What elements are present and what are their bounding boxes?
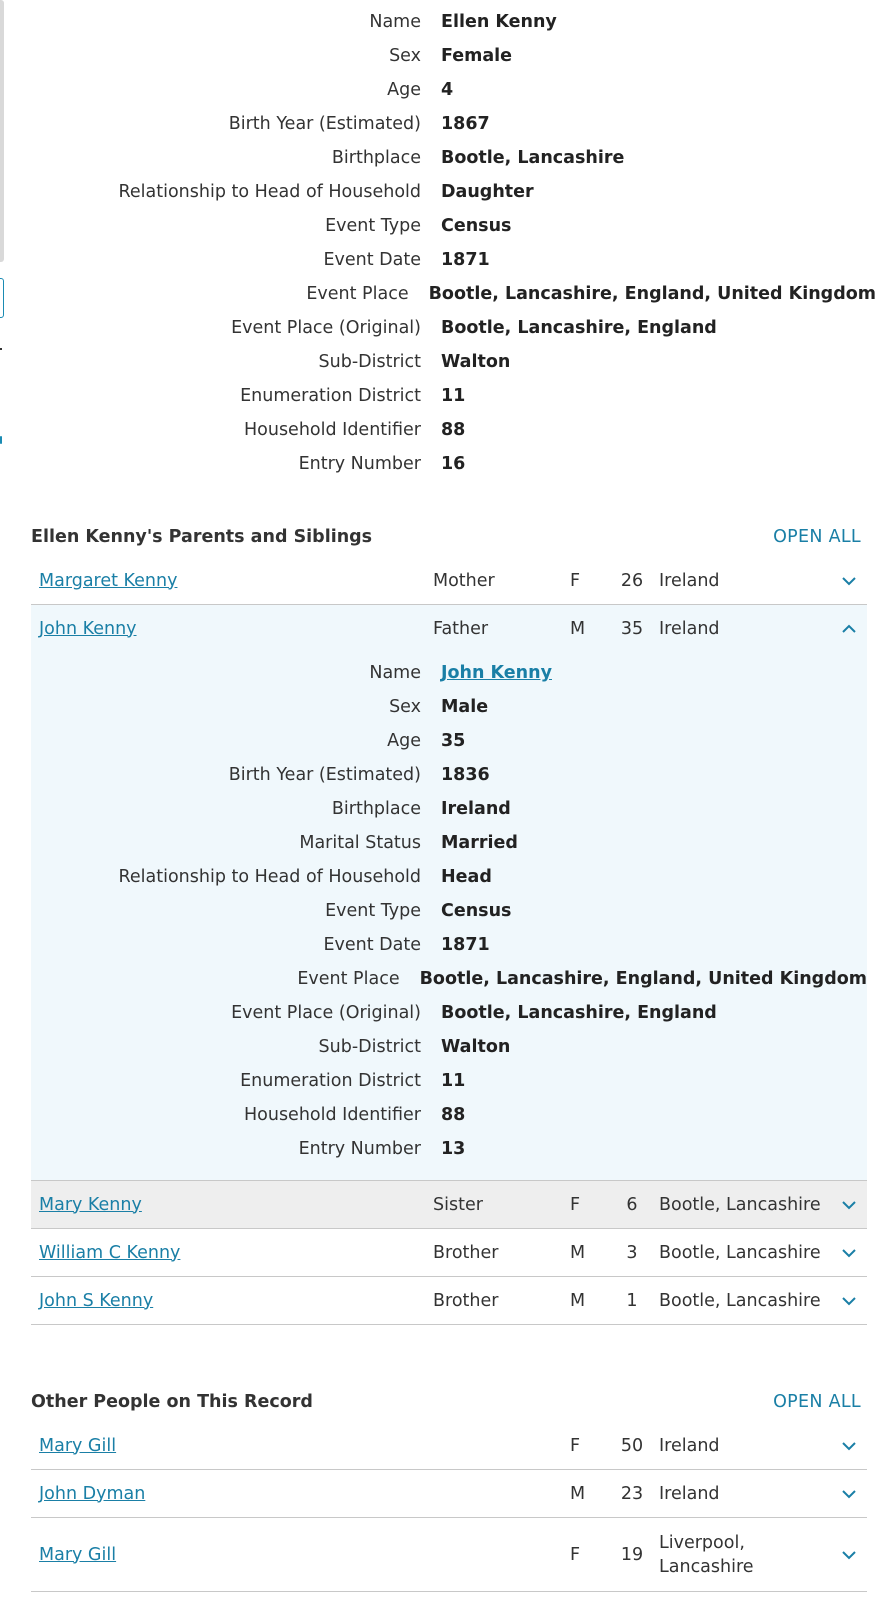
fact-value: Female: [441, 46, 513, 66]
fact-row: [0, 345, 876, 379]
fact-value: Married: [441, 833, 518, 853]
fact-value: Male: [441, 697, 489, 717]
fact-row: [0, 73, 876, 107]
person-sex: F: [570, 570, 581, 591]
fact-label: Relationship to Head of Household: [118, 867, 421, 887]
person-age: 23: [620, 1483, 644, 1504]
fact-label: Relationship to Head of Household: [118, 182, 421, 202]
person-name-link[interactable]: John Kenny: [39, 618, 137, 639]
person-age: 3: [626, 1242, 638, 1263]
fact-value: [441, 663, 552, 683]
person-relationship: Brother: [433, 1290, 499, 1311]
fact-label: Event Type: [325, 901, 421, 921]
person-birthplace: Ireland: [659, 1483, 720, 1504]
person-birthplace: [659, 1531, 754, 1579]
fact-value: Walton: [441, 1037, 511, 1057]
fact-value: 11: [441, 386, 466, 406]
person-birthplace: Bootle, Lancashire: [659, 1290, 821, 1311]
fact-value: Ellen Kenny: [441, 12, 557, 32]
fact-value: Census: [441, 901, 512, 921]
table-row[interactable]: [31, 1229, 867, 1277]
fact-label: Sub-District: [318, 352, 421, 372]
table-row[interactable]: [31, 1277, 867, 1325]
fact-label: Event Type: [325, 216, 421, 236]
fact-label: Event Date: [323, 935, 421, 955]
fact-row: [31, 826, 867, 860]
person-sex: F: [570, 1544, 581, 1565]
fact-row: [31, 860, 867, 894]
person-sex: F: [570, 1194, 581, 1215]
fact-label: Event Place: [297, 969, 400, 989]
chevron-up-icon[interactable]: [839, 619, 859, 639]
person-relationship: Brother: [433, 1242, 499, 1263]
fact-label: Birthplace: [331, 799, 421, 819]
fact-label: Event Place (Original): [231, 318, 421, 338]
fact-row: [0, 243, 876, 277]
person-birthplace: Ireland: [659, 618, 720, 639]
fact-value: Census: [441, 216, 512, 236]
table-row[interactable]: [31, 1470, 867, 1518]
fact-value: Daughter: [441, 182, 534, 202]
fact-value: 13: [441, 1139, 466, 1159]
fact-row: [31, 792, 867, 826]
fact-value: 1836: [441, 765, 490, 785]
fact-value: Bootle, Lancashire, England, United Kingdom: [428, 284, 876, 304]
fact-value: Bootle, Lancashire, England: [441, 318, 717, 338]
fact-label: Age: [387, 80, 421, 100]
fact-row: [31, 1030, 867, 1064]
chevron-down-icon[interactable]: [839, 571, 859, 591]
fact-label: Sex: [389, 46, 421, 66]
table-row[interactable]: [31, 1422, 867, 1470]
fact-row: [31, 724, 867, 758]
fact-value: 16: [441, 454, 466, 474]
fact-row: [31, 962, 867, 996]
chevron-down-icon[interactable]: [839, 1291, 859, 1311]
chevron-down-icon[interactable]: [839, 1484, 859, 1504]
fact-label: Birthplace: [331, 148, 421, 168]
fact-row: [0, 277, 876, 311]
fact-label: Entry Number: [298, 1139, 421, 1159]
fact-row: [0, 209, 876, 243]
person-birthplace: Ireland: [659, 570, 720, 591]
fact-value: 88: [441, 420, 466, 440]
fact-value: Ireland: [441, 799, 511, 819]
birthplace-line: Liverpool,: [659, 1532, 745, 1553]
fact-value: 88: [441, 1105, 466, 1125]
fact-label: Enumeration District: [240, 386, 421, 406]
fact-value: Head: [441, 867, 492, 887]
fact-value: 1871: [441, 935, 490, 955]
family-table: [31, 557, 867, 1325]
person-birthplace: Bootle, Lancashire: [659, 1194, 821, 1215]
expanded-person-details: [31, 652, 867, 1181]
person-age: 6: [626, 1194, 638, 1215]
fact-value: 35: [441, 731, 466, 751]
fact-label: Event Date: [323, 250, 421, 270]
fact-label: Age: [387, 731, 421, 751]
fact-row: [0, 311, 876, 345]
person-name-link[interactable]: Mary Gill: [39, 1544, 117, 1565]
person-sex: M: [570, 1242, 586, 1263]
fact-value: Bootle, Lancashire, England: [441, 1003, 717, 1023]
person-birthplace: Bootle, Lancashire: [659, 1242, 821, 1263]
table-row[interactable]: [31, 557, 867, 605]
fact-value: 1867: [441, 114, 490, 134]
fact-value: 4: [441, 80, 454, 100]
fact-label: Entry Number: [298, 454, 421, 474]
fact-row: [31, 1064, 867, 1098]
chevron-down-icon[interactable]: [839, 1436, 859, 1456]
fact-row: [31, 1132, 867, 1166]
fact-label: Marital Status: [299, 833, 421, 853]
fact-label: Sex: [389, 697, 421, 717]
chevron-down-icon[interactable]: [839, 1243, 859, 1263]
table-row[interactable]: [31, 1181, 867, 1229]
person-age: 35: [620, 618, 644, 639]
fact-row: [31, 758, 867, 792]
section-title: Other People on This Record: [31, 1392, 313, 1412]
others-section-header: [31, 1385, 861, 1419]
fact-row: [31, 996, 867, 1030]
person-relationship: Sister: [433, 1194, 483, 1215]
person-name-link[interactable]: John Dyman: [39, 1483, 146, 1504]
fact-row: [31, 928, 867, 962]
family-section-header: [31, 520, 861, 554]
person-relationship: Mother: [433, 570, 495, 591]
fact-label: Event Place: [306, 284, 409, 304]
person-sex: M: [570, 1483, 586, 1504]
fact-label: Household Identifier: [243, 1105, 421, 1125]
person-sex: F: [570, 1435, 581, 1456]
fact-row: [31, 690, 867, 724]
fact-row: [31, 1098, 867, 1132]
person-name-link[interactable]: John Kenny: [441, 663, 552, 683]
fact-row: [31, 894, 867, 928]
birthplace-line: Lancashire: [659, 1556, 754, 1577]
others-table: [31, 1422, 867, 1592]
person-sex: M: [570, 618, 586, 639]
person-age: 1: [626, 1290, 638, 1311]
fact-row: [0, 379, 876, 413]
fact-label: Birth Year (Estimated): [228, 114, 421, 134]
chevron-down-icon[interactable]: [839, 1545, 859, 1565]
fact-row: [0, 413, 876, 447]
person-name-link[interactable]: Mary Gill: [39, 1435, 117, 1456]
fact-value: Bootle, Lancashire, England, United Kingdom: [419, 969, 867, 989]
fact-label: Birth Year (Estimated): [228, 765, 421, 785]
fact-row: [0, 141, 876, 175]
record-facts: [0, 5, 876, 481]
fact-row: [0, 175, 876, 209]
person-age: 50: [620, 1435, 644, 1456]
fact-value: 1871: [441, 250, 490, 270]
open-all-button[interactable]: OPEN ALL: [773, 1392, 861, 1412]
fact-row: [0, 39, 876, 73]
fact-label: Household Identifier: [243, 420, 421, 440]
fact-row: [31, 656, 867, 690]
fact-value: Bootle, Lancashire: [441, 148, 625, 168]
fact-row: [0, 107, 876, 141]
person-name-link[interactable]: William C Kenny: [39, 1242, 181, 1263]
fact-label: Enumeration District: [240, 1071, 421, 1091]
fact-label: Sub-District: [318, 1037, 421, 1057]
fact-label: Name: [369, 663, 421, 683]
fact-label: Name: [369, 12, 421, 32]
person-name-link[interactable]: Margaret Kenny: [39, 570, 178, 591]
chevron-down-icon[interactable]: [839, 1195, 859, 1215]
person-age: 19: [620, 1544, 644, 1565]
fact-label: Event Place (Original): [231, 1003, 421, 1023]
person-relationship: Father: [433, 618, 489, 639]
fact-value: 11: [441, 1071, 466, 1091]
table-row[interactable]: [31, 605, 867, 652]
person-name-link[interactable]: Mary Kenny: [39, 1194, 142, 1215]
fact-value: Walton: [441, 352, 511, 372]
person-sex: M: [570, 1290, 586, 1311]
person-name-link[interactable]: John S Kenny: [39, 1290, 154, 1311]
open-all-button[interactable]: OPEN ALL: [773, 527, 861, 547]
fact-row: [0, 447, 876, 481]
fact-row: [0, 5, 876, 39]
section-title: Ellen Kenny's Parents and Siblings: [31, 527, 373, 547]
person-age: 26: [620, 570, 644, 591]
table-row[interactable]: [31, 1518, 867, 1592]
person-birthplace: Ireland: [659, 1435, 720, 1456]
